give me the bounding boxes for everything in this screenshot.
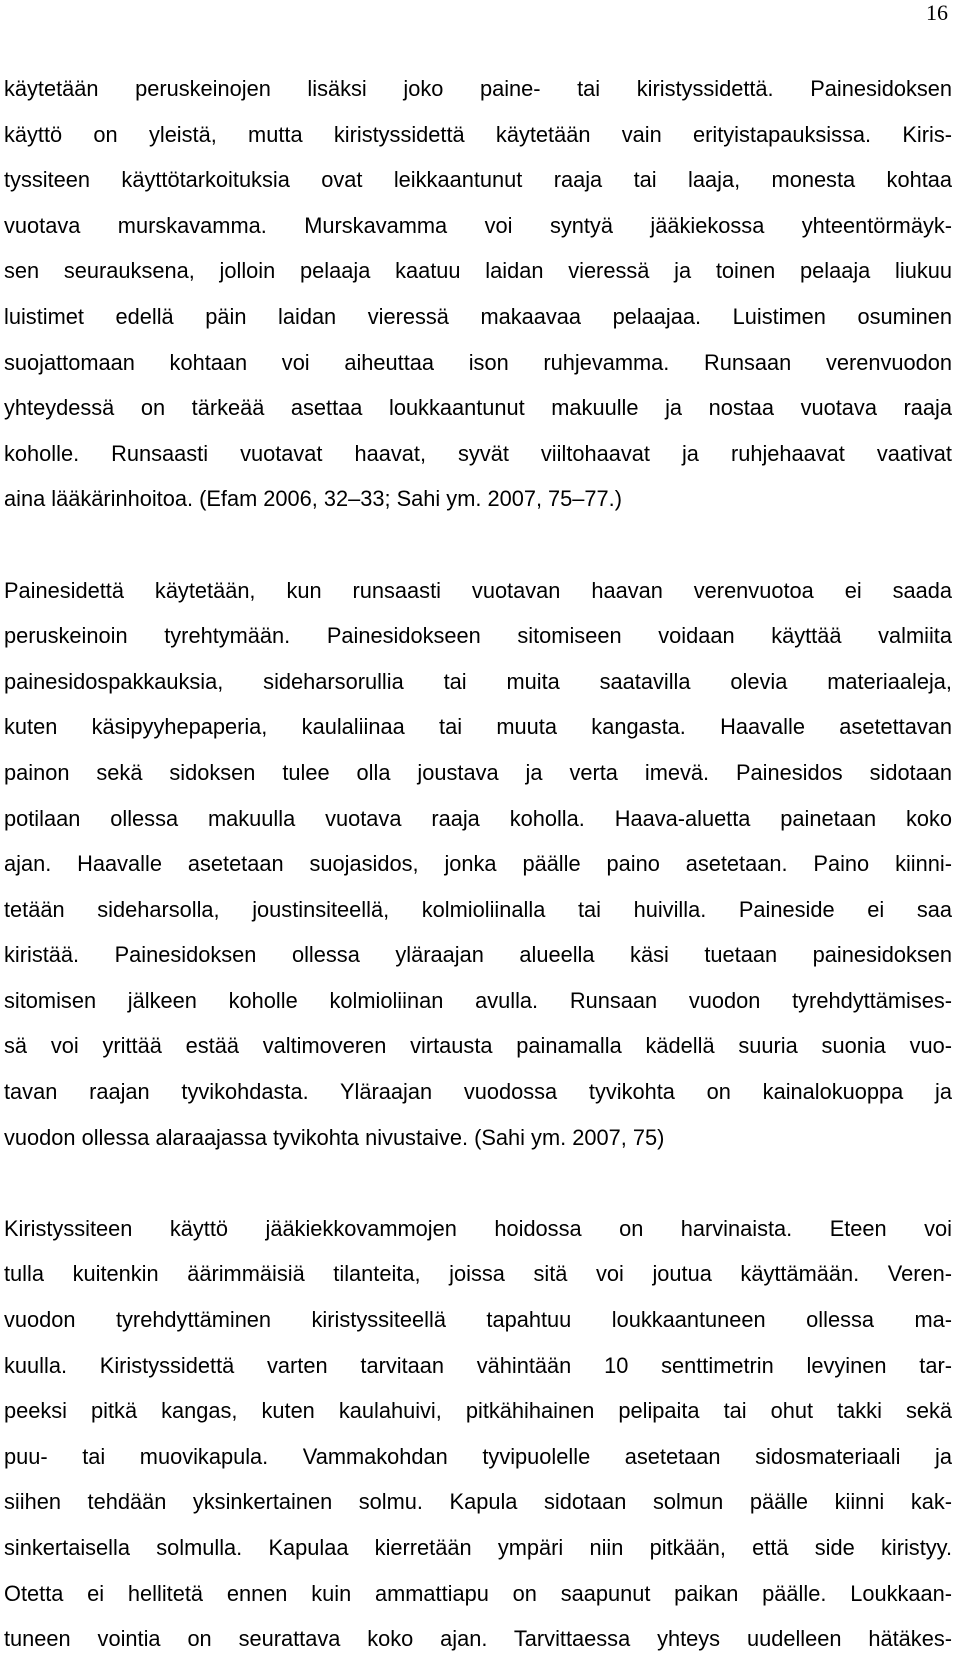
text-line: luistimet edellä päin laidan vieressä makaavaa pelaajaa. Luistimen osuminen	[4, 303, 952, 329]
text-line: sen seurauksena, jolloin pelaaja kaatuu laidan vieressä ja toinen pelaaja liukuu	[4, 258, 952, 284]
text-line: aina lääkärinhoitoa. (Efam 2006, 32–33; Sahi ym. 2007, 75–77.)	[4, 486, 622, 512]
page-number: 16	[926, 0, 948, 25]
text-line: kuten käsipyyhepaperia, kaulaliinaa tai muuta kangasta. Haavalle asetettavan	[4, 714, 952, 740]
text-line: vuodon tyrehdyttäminen kiristyssiteellä tapahtuu loukkaantuneen ollessa ma-	[4, 1307, 952, 1333]
text-line: siihen tehdään yksinkertainen solmu. Kapula sidotaan solmun päälle kiinni kak-	[4, 1489, 952, 1515]
text-line: käytetään peruskeinojen lisäksi joko paine- tai kiristyssidettä. Painesidoksen	[4, 76, 952, 101]
text-line: painon sekä sidoksen tulee olla joustava ja verta imevä. Painesidos sidotaan	[4, 759, 952, 785]
text-line: käyttö on yleistä, mutta kiristyssidettä käytetään vain erityistapauksissa. Kiris-	[4, 121, 952, 147]
text-line: tyssiteen käyttötarkoituksia ovat leikkaantunut raaja tai laaja, monesta kohtaa	[4, 167, 952, 193]
text-line: Otetta ei hellitetä ennen kuin ammattiapu on saapunut paikan päälle. Loukkaan-	[4, 1580, 952, 1606]
text-line: peruskeinoin tyrehtymään. Painesidokseen sitomiseen voidaan käyttää valmiita	[4, 623, 952, 649]
text-line: puu- tai muovikapula. Vammakohdan tyvipuolelle asetetaan sidosmateriaali ja	[4, 1443, 952, 1469]
text-line: Kiristyssiteen käyttö jääkiekkovammojen hoidossa on harvinaista. Eteen voi	[4, 1215, 952, 1241]
text-line: tavan raajan tyvikohdasta. Yläraajan vuodossa tyvikohta on kainalokuoppa ja	[4, 1079, 952, 1105]
text-line: tetään sideharsolla, joustinsiteellä, kolmioliinalla tai huivilla. Paineside ei saa	[4, 896, 952, 922]
text-line: kiristää. Painesidoksen ollessa yläraajan alueella käsi tuetaan painesidoksen	[4, 942, 952, 968]
text-line: sitomisen jälkeen koholle kolmioliinan avulla. Runsaan vuodon tyrehdyttämises-	[4, 987, 952, 1013]
paragraph-spacer	[4, 522, 952, 568]
text-line: suojattomaan kohtaan voi aiheuttaa ison ruhjevamma. Runsaan verenvuodon	[4, 349, 952, 375]
text-line: sinkertaisella solmulla. Kapulaa kierretään ympäri niin pitkään, että side kiristyy.	[4, 1535, 952, 1560]
text-line: vuodon ollessa alaraajassa tyvikohta nivustaive. (Sahi ym. 2007, 75)	[4, 1124, 665, 1150]
text-line: peeksi pitkä kangas, kuten kaulahuivi, pitkähihainen pelipaita tai ohut takki sekä	[4, 1398, 952, 1424]
paragraph	[4, 1206, 952, 1662]
text-line: potilaan ollessa makuulla vuotava raaja koholla. Haava-aluetta painetaan koko	[4, 805, 952, 831]
text-line: tulla kuitenkin äärimmäisiä tilanteita, joissa sitä voi joutua käyttämään. Veren-	[4, 1261, 952, 1287]
text-line: yhteydessä on tärkeää asettaa loukkaantunut makuulle ja nostaa vuotava raaja	[4, 395, 952, 421]
paragraph	[4, 568, 952, 1161]
document-body	[4, 66, 952, 1662]
text-line: kuulla. Kiristyssidettä varten tarvitaan vähintään 10 senttimetrin levyinen tar-	[4, 1352, 952, 1378]
text-line: vuotava murskavamma. Murskavamma voi syntyä jääkiekossa yhteentörmäyk-	[4, 212, 952, 238]
text-line: ajan. Haavalle asetetaan suojasidos, jonka päälle paino asetetaan. Paino kiinni-	[4, 851, 952, 877]
paragraph-spacer	[4, 1160, 952, 1206]
text-line: koholle. Runsaasti vuotavat haavat, syvät viiltohaavat ja ruhjehaavat vaativat	[4, 440, 952, 466]
text-line: tuneen vointia on seurattava koko ajan. Tarvittaessa yhteys uudelleen hätäkes-	[4, 1626, 952, 1652]
paragraph	[4, 66, 952, 522]
text-line: sä voi yrittää estää valtimoveren virtausta painamalla kädellä suuria suonia vuo-	[4, 1033, 952, 1059]
text-line: painesidospakkauksia, sideharsorullia tai muita saatavilla olevia materiaaleja,	[4, 668, 952, 694]
text-line: Painesidettä käytetään, kun runsaasti vuotavan haavan verenvuotoa ei saada	[4, 577, 952, 603]
